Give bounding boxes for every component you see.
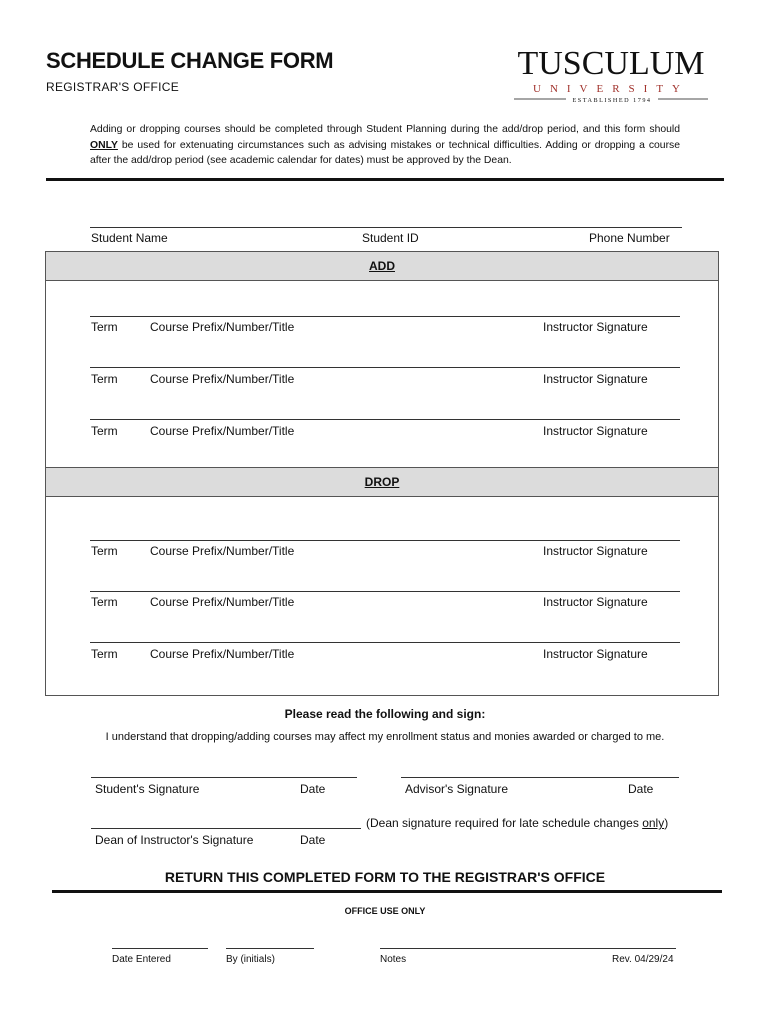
dean-date-label: Date <box>300 833 326 847</box>
drop-row-3-term: Term <box>91 647 118 661</box>
initials-line[interactable] <box>226 948 314 949</box>
student-signature-label: Student's Signature <box>95 782 200 796</box>
add-row-2-term: Term <box>91 372 118 386</box>
revision-label: Rev. 04/29/24 <box>612 954 674 965</box>
date-entered-line[interactable] <box>112 948 208 949</box>
drop-row-3-signature: Instructor Signature <box>543 647 648 661</box>
drop-row-2-signature: Instructor Signature <box>543 595 648 609</box>
student-info-line[interactable] <box>90 227 682 228</box>
student-name-label: Student Name <box>91 231 168 245</box>
drop-row-2-term: Term <box>91 595 118 609</box>
add-row-3-signature: Instructor Signature <box>543 424 648 438</box>
logo-established: ESTABLISHED 1794 <box>572 97 652 104</box>
add-row-1-line[interactable] <box>90 316 680 317</box>
add-row-3-course: Course Prefix/Number/Title <box>150 424 295 438</box>
advisor-signature-line[interactable] <box>401 777 679 778</box>
date-entered-label: Date Entered <box>112 954 171 965</box>
advisor-date-label: Date <box>628 782 654 796</box>
university-logo <box>508 40 714 104</box>
logo-wordmark: TUSCULUM <box>517 45 705 82</box>
header-divider <box>46 178 724 181</box>
notes-label: Notes <box>380 954 407 965</box>
advisor-signature-label: Advisor's Signature <box>405 782 509 796</box>
phone-number-label: Phone Number <box>589 231 670 245</box>
intro-text-2: be used for extenuating circumstances such as advising mistakes or technical difficulties. Adding or dropping a course after the add/drop period (see academic calendar for dates) must be approved by the Dean. <box>90 139 681 166</box>
add-row-2-course: Course Prefix/Number/Title <box>150 372 295 386</box>
drop-row-2-line[interactable] <box>90 591 680 592</box>
drop-row-2-course: Course Prefix/Number/Title <box>150 595 295 609</box>
drop-row-1-term: Term <box>91 544 118 558</box>
notes-line[interactable] <box>380 948 676 949</box>
form-title: SCHEDULE CHANGE FORM <box>46 48 334 73</box>
office-use-divider <box>52 890 722 893</box>
logo-subword: UNIVERSITY <box>533 83 689 95</box>
student-date-label: Date <box>300 782 326 796</box>
return-notice: RETURN THIS COMPLETED FORM TO THE REGISTRAR'S OFFICE <box>164 869 606 885</box>
student-signature-line[interactable] <box>91 777 357 778</box>
dean-note-prefix: (Dean signature required for late schedule changes <box>366 816 639 830</box>
add-row-3-line[interactable] <box>90 419 680 420</box>
dean-signature-label: Dean of Instructor's Signature <box>95 833 254 847</box>
intro-text-1: Adding or dropping courses should be completed through Student Planning during the add/drop period, and this form should <box>90 124 680 135</box>
drop-row-3-line[interactable] <box>90 642 680 643</box>
drop-row-3-course: Course Prefix/Number/Title <box>150 647 295 661</box>
add-row-1-course: Course Prefix/Number/Title <box>150 320 295 334</box>
acknowledgement-heading: Please read the following and sign: <box>284 707 486 721</box>
office-subtitle: REGISTRAR'S OFFICE <box>46 80 180 94</box>
drop-row-1-line[interactable] <box>90 540 680 541</box>
intro-emphasis: ONLY <box>90 139 118 151</box>
intro-paragraph <box>90 122 680 169</box>
drop-row-1-signature: Instructor Signature <box>543 544 648 558</box>
acknowledgement-statement: I understand that dropping/adding courses may affect my enrollment status and monies awarded or charged to me. <box>105 731 665 743</box>
initials-label: By (initials) <box>226 954 275 965</box>
add-row-2-signature: Instructor Signature <box>543 372 648 386</box>
add-row-1-term: Term <box>91 320 118 334</box>
drop-heading: DROP <box>46 468 718 497</box>
add-row-3-term: Term <box>91 424 118 438</box>
office-use-heading: OFFICE USE ONLY <box>344 906 426 916</box>
add-row-1-signature: Instructor Signature <box>543 320 648 334</box>
dean-note <box>366 816 668 830</box>
drop-row-1-course: Course Prefix/Number/Title <box>150 544 295 558</box>
student-id-label: Student ID <box>362 231 419 245</box>
drop-section <box>45 467 719 696</box>
dean-signature-line[interactable] <box>91 828 361 829</box>
dean-note-suffix: ) <box>664 816 669 830</box>
add-row-2-line[interactable] <box>90 367 680 368</box>
dean-note-emphasis: only <box>642 816 665 830</box>
add-heading: ADD <box>46 252 718 281</box>
